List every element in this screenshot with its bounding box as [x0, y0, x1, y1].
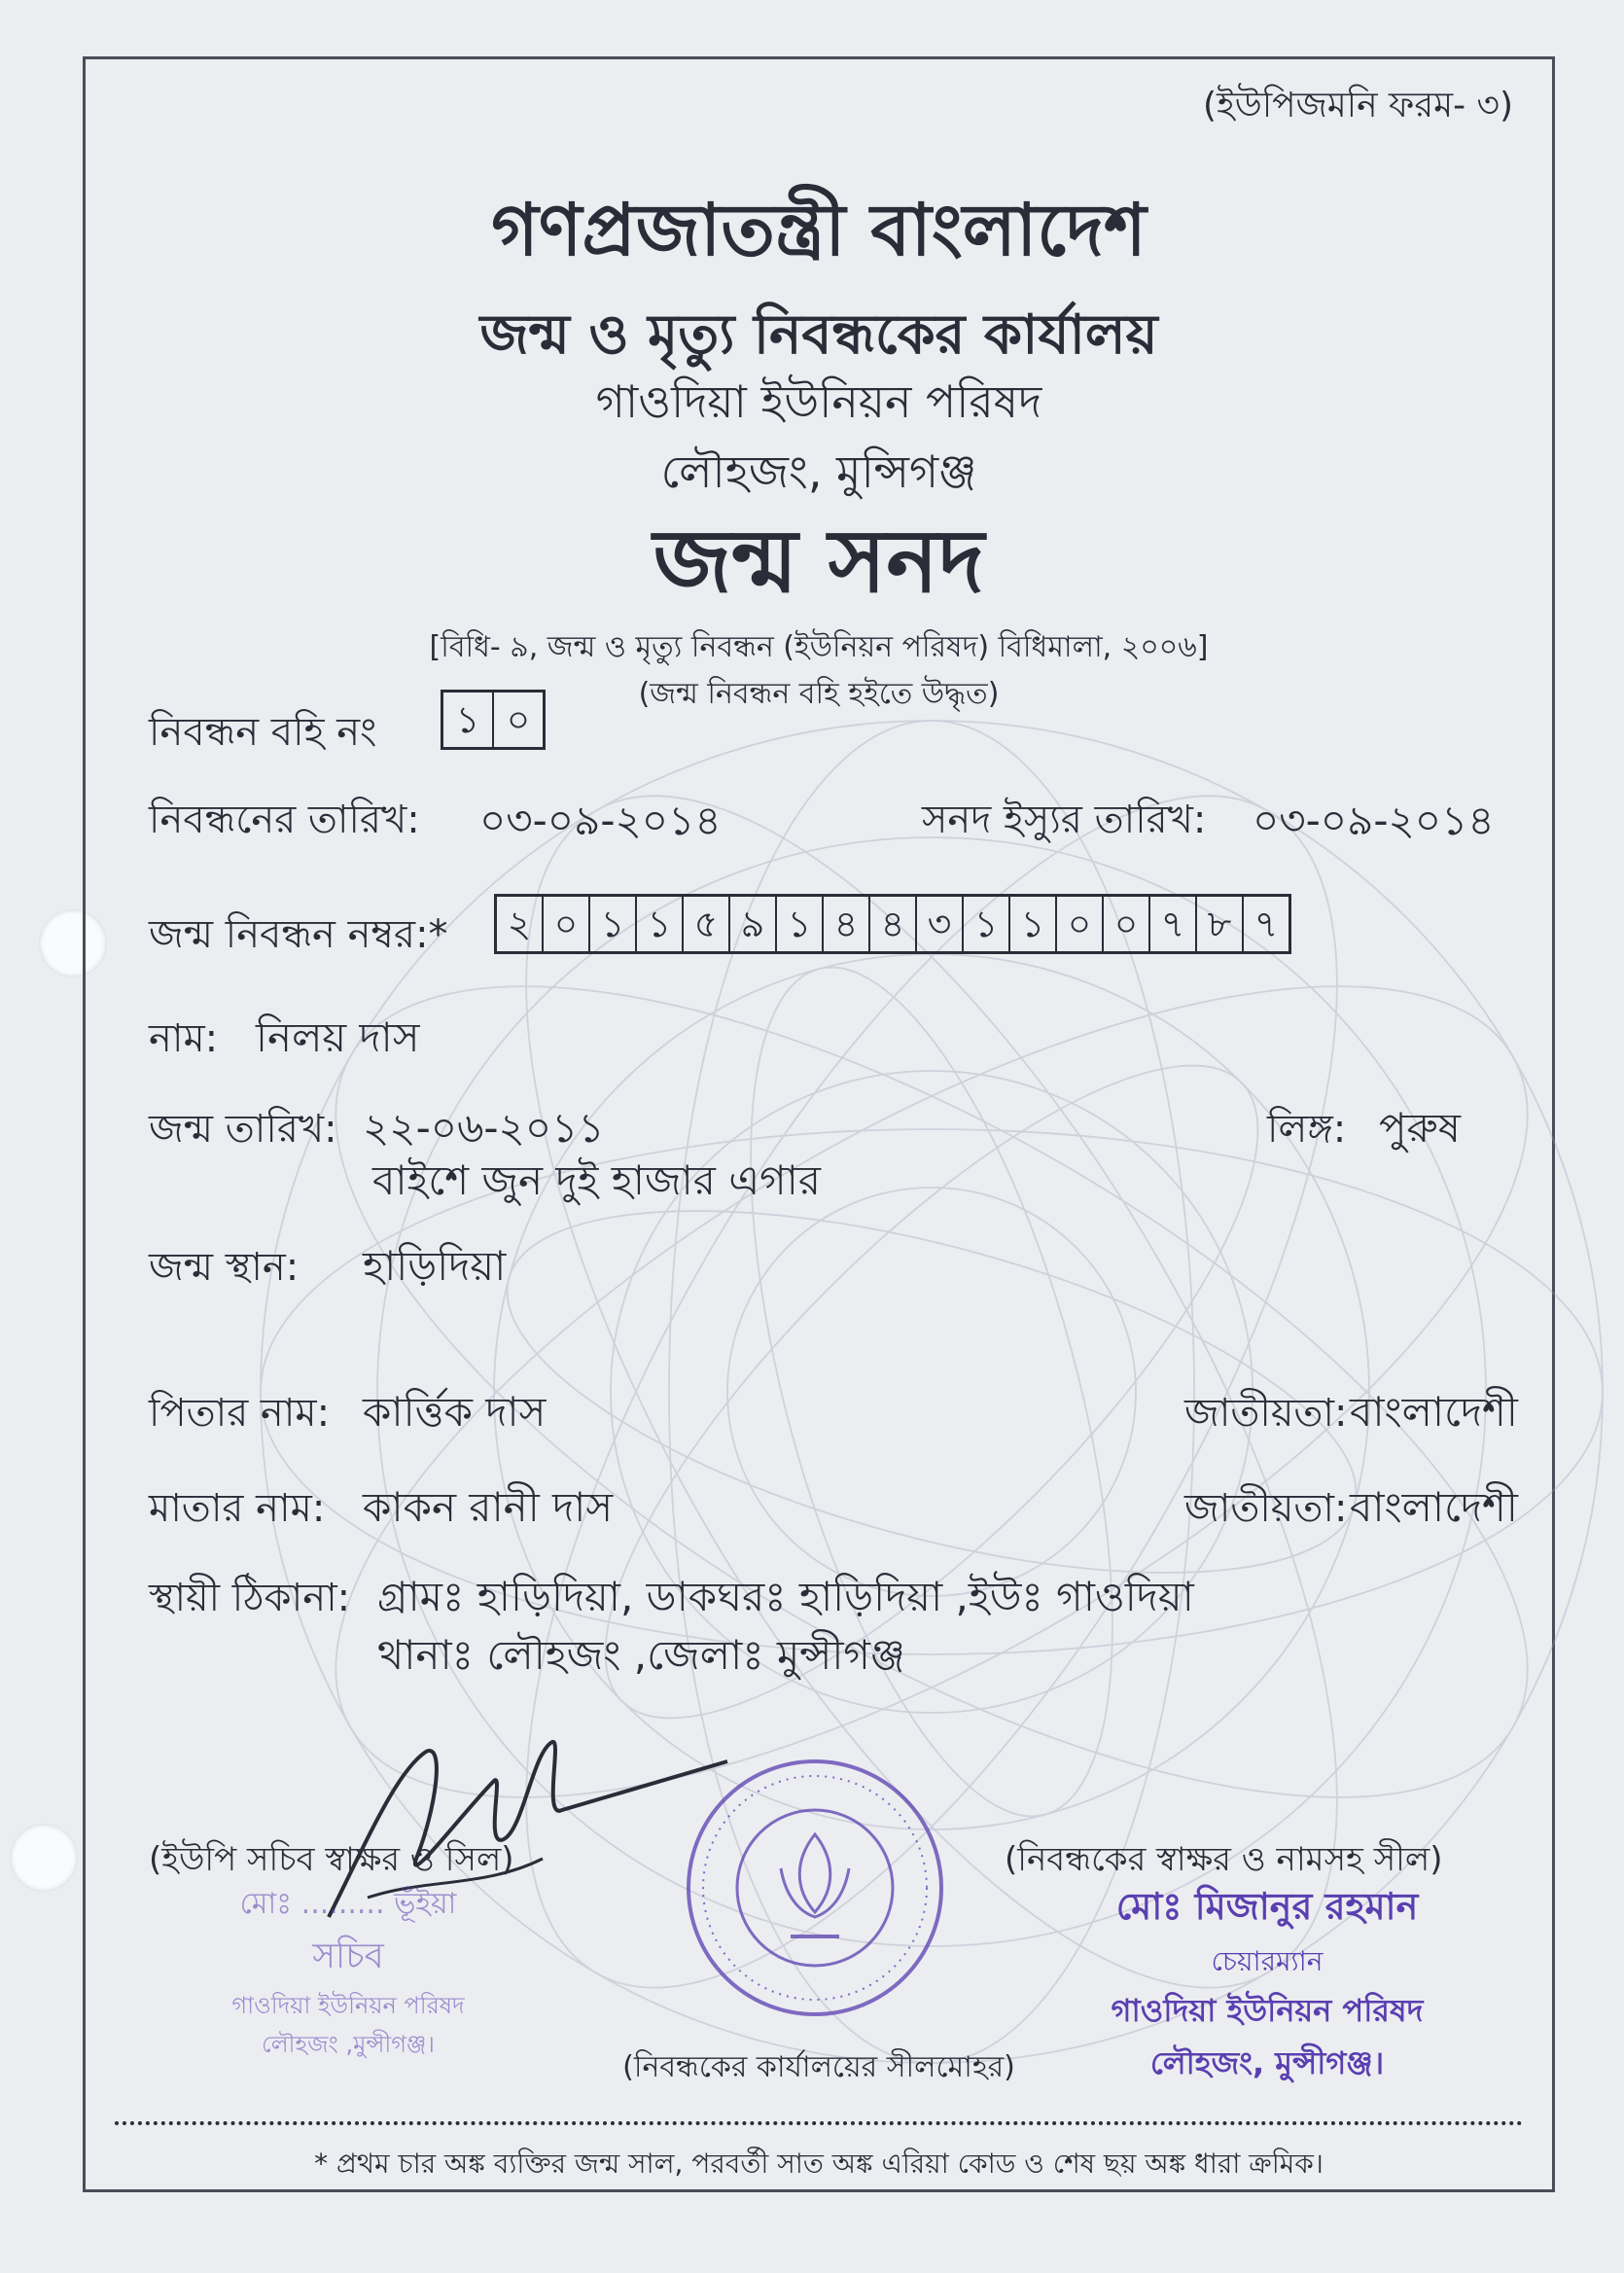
dob-words: বাইশে জুন দুই হাজার এগার	[372, 1156, 821, 1204]
reg-digit: ০	[1104, 897, 1150, 951]
registrar-stamp-name: মোঃ মিজানুর রহমান	[1115, 1885, 1419, 1928]
reg-digit: ৫	[684, 897, 730, 951]
address-label: স্থায়ী ঠিকানা:	[149, 1576, 351, 1620]
reg-date-label: নিবন্ধনের তারিখ:	[149, 798, 420, 842]
reg-digit: ১	[1010, 897, 1057, 951]
form-number: (ইউপিজমনি ফরম- ৩)	[1203, 86, 1513, 125]
mother-nationality-label: জাতীয়তা:	[1184, 1486, 1348, 1531]
reg-digit: ২	[497, 897, 544, 951]
dob-value: ২২-০৬-২০১১	[363, 1104, 605, 1152]
reg-digit: ০	[544, 897, 590, 951]
registrar-stamp-title: চেয়ারম্যান	[1211, 1945, 1324, 1977]
book-no-boxes	[441, 690, 546, 750]
issue-date-label: সনদ ইস্যুর তারিখ:	[922, 798, 1207, 842]
sex-value: পুরুষ	[1379, 1104, 1461, 1152]
reg-digit: ৩	[917, 897, 964, 951]
father-nationality-value: বাংলাদেশী	[1350, 1388, 1518, 1436]
reg-digit: ১	[637, 897, 684, 951]
address-line1: গ্রামঃ হাড়িদিয়া, ডাকঘরঃ হাড়িদিয়া ,ইউঃ গাওদিয়া	[377, 1573, 1194, 1620]
office-seal	[679, 1752, 951, 2024]
registrar-caption: (নিবন্ধকের স্বাক্ষর ও নামসহ সীল)	[1005, 1840, 1443, 1879]
book-no-digit: ১	[443, 693, 494, 747]
certificate-sheet	[83, 56, 1555, 2192]
registrar-stamp-union: গাওদিয়া ইউনিয়ন পরিষদ	[1111, 1992, 1424, 2029]
reg-digit: ১	[590, 897, 637, 951]
father-nationality-label: জাতীয়তা:	[1184, 1391, 1348, 1436]
dob-label: জন্ম তারিখ:	[149, 1107, 337, 1152]
father-value: কার্ত্তিক দাস	[363, 1388, 547, 1436]
office-title: জন্ম ও মৃত্যু নিবন্ধকের কার্যালয়	[479, 303, 1158, 367]
reg-digit: ০	[1057, 897, 1104, 951]
book-no-digit: ০	[506, 698, 531, 741]
reg-digit: ৭	[1253, 903, 1279, 945]
reg-digit: ১	[964, 897, 1010, 951]
secretary-stamp-line2: সচিব	[312, 1936, 384, 1976]
mother-nationality-value: বাংলাদেশী	[1350, 1483, 1518, 1531]
mother-label: মাতার নাম:	[149, 1486, 326, 1531]
secretary-stamp-line1: মোঃ ......... ভূঁইয়া	[239, 1887, 457, 1921]
seal-caption: (নিবন্ধকের কার্যালয়ের সীলমোহর)	[622, 2050, 1015, 2084]
sex-label: লিঙ্গ:	[1267, 1107, 1347, 1152]
reg-digit: ৪	[870, 897, 917, 951]
place-name: লৌহজং, মুন্সিগঞ্জ	[660, 445, 977, 498]
birthplace-value: হাড়িদিয়া	[363, 1242, 507, 1290]
reg-digit: ১	[777, 897, 824, 951]
secretary-stamp-line3: গাওদিয়া ইউনিয়ন পরিষদ	[231, 1992, 465, 2019]
punch-hole-bottom	[10, 1824, 78, 1892]
reg-date-value: ০৩-০৯-২০১৪	[479, 797, 722, 844]
birth-reg-no-boxes	[494, 894, 1291, 954]
union-name: গাওদিয়া ইউনিয়ন পরিষদ	[595, 375, 1042, 428]
father-label: পিতার নাম:	[149, 1391, 331, 1436]
secretary-caption: (ইউপি সচিব স্বাক্ষর ও সিল)	[149, 1840, 514, 1879]
book-no-label: নিবন্ধন বহি নং	[149, 710, 377, 755]
birth-reg-no-label: জন্ম নিবন্ধন নম্বর:*	[149, 912, 448, 957]
registrar-stamp-place: লৌহজং, মুন্সীগঞ্জ।	[1149, 2044, 1385, 2081]
reg-digit: ৪	[824, 897, 870, 951]
secretary-stamp	[173, 1880, 523, 2066]
extract-note: (জন্ম নিবন্ধন বহি হইতে উদ্ধৃত)	[638, 677, 1000, 711]
reg-digit: ৯	[730, 897, 777, 951]
birthplace-label: জন্ম স্থান:	[149, 1245, 300, 1290]
issue-date-value: ০৩-০৯-২০১৪	[1253, 797, 1495, 844]
country-title: গণপ্রজাতন্ত্রী বাংলাদেশ	[491, 189, 1147, 272]
secretary-stamp-line4: লৌহজং ,মুন্সীগঞ্জ।	[261, 2031, 436, 2058]
rule-reference: [বিধি- ৯, জন্ম ও মৃত্যু নিবন্ধন (ইউনিয়ন পরিষদ) বিধিমালা, ২০০৬]	[429, 630, 1209, 664]
footer-divider	[115, 2121, 1523, 2125]
reg-digit: ৭	[1150, 897, 1197, 951]
name-label: নাম:	[149, 1016, 219, 1061]
reg-digit: ৮	[1197, 897, 1244, 951]
footer-note: * প্রথম চার অঙ্ক ব্যক্তির জন্ম সাল, পরবর্তী সাত অঙ্ক এরিয়া কোড ও শেষ ছয় অঙ্ক ধারা ক্রমিক।	[314, 2148, 1324, 2180]
certificate-title: জন্ম সনদ	[653, 511, 985, 613]
name-value: নিলয় দাস	[256, 1013, 420, 1061]
address-line2: থানাঃ লৌহজং ,জেলাঃ মুন্সীগঞ্জ	[377, 1631, 905, 1679]
mother-value: কাকন রানী দাস	[363, 1483, 614, 1531]
